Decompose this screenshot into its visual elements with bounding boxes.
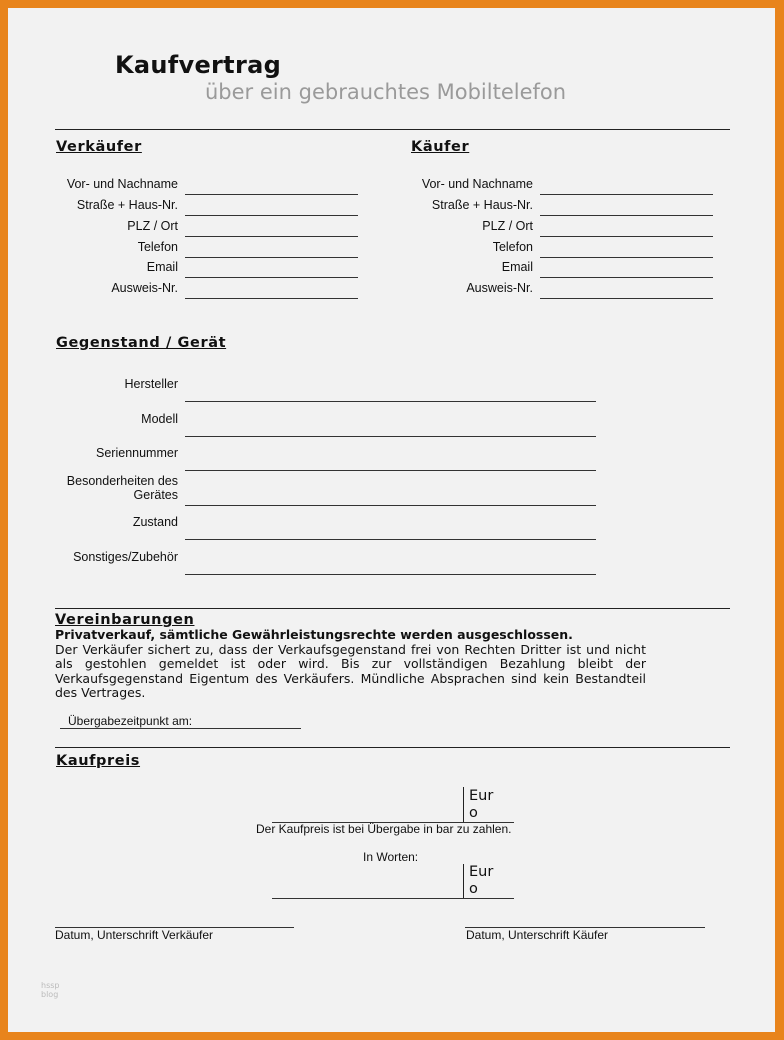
price-separator — [463, 787, 464, 822]
buyer-phone-field[interactable] — [540, 257, 713, 258]
item-label-accessories: Sonstiges/Zubehör — [73, 550, 178, 564]
buyer-label-phone: Telefon — [492, 240, 533, 254]
handover-label: Übergabezeitpunkt am: — [68, 714, 193, 728]
in-words-label: In Worten: — [363, 850, 419, 864]
seller-signature-label: Datum, Unterschrift Verkäufer — [55, 928, 214, 942]
seller-email-field[interactable] — [185, 277, 358, 278]
seller-street-field[interactable] — [185, 215, 358, 216]
buyer-heading: Käufer — [411, 139, 470, 155]
divider-top — [55, 129, 730, 130]
buyer-label-id: Ausweis-Nr. — [466, 281, 533, 295]
buyer-city-field[interactable] — [540, 236, 713, 237]
item-label-serial: Seriennummer — [96, 446, 178, 460]
item-label-model: Modell — [141, 412, 178, 426]
buyer-signature-label: Datum, Unterschrift Käufer — [466, 928, 609, 942]
item-heading: Gegenstand / Gerät — [56, 335, 227, 351]
price-note: Der Kaufpreis ist bei Übergabe in bar zu zahlen. — [256, 822, 512, 836]
agreements-body: Der Verkäufer sichert zu, dass der Verkaufsgegenstand frei von Rechten Dritter ist und nicht als gestohlen gemeldet ist oder wird. Bis zur vollständigen Bezahlung bleibt der Verkaufsgegenstand Eigentum des Verkäufers. Mündliche Absprachen sind kein Bestandteil des Vertrages. — [55, 641, 646, 701]
price-currency: Euro — [469, 788, 494, 821]
seller-label-street: Straße + Haus-Nr. — [76, 198, 178, 212]
seller-label-city: PLZ / Ort — [127, 219, 178, 233]
document-subtitle: über ein gebrauchtes Mobiltelefon — [205, 80, 567, 104]
buyer-id-field[interactable] — [540, 298, 713, 299]
seller-city-field[interactable] — [185, 236, 358, 237]
item-label-manufacturer: Hersteller — [124, 377, 178, 391]
buyer-street-field[interactable] — [540, 215, 713, 216]
buyer-email-field[interactable] — [540, 277, 713, 278]
agreements-heading: Vereinbarungen — [55, 612, 195, 628]
watermark-line-1: hssp — [41, 981, 60, 990]
seller-name-field[interactable] — [185, 194, 358, 195]
watermark-line-2: blog — [41, 990, 59, 999]
buyer-name-field[interactable] — [540, 194, 713, 195]
seller-id-field[interactable] — [185, 298, 358, 299]
price-words-currency: Euro — [469, 864, 494, 897]
divider-price — [55, 747, 730, 748]
agreements-text — [55, 628, 646, 701]
handover-date-field[interactable] — [60, 728, 301, 729]
price-heading: Kaufpreis — [56, 753, 141, 769]
buyer-label-city: PLZ / Ort — [482, 219, 533, 233]
agreements-bold-text: Privatverkauf, sämtliche Gewährleistungsrechte werden ausgeschlossen. — [55, 627, 573, 642]
divider-agreements — [55, 608, 730, 609]
price-words-field[interactable] — [272, 898, 514, 899]
buyer-label-name: Vor- und Nachname — [421, 177, 533, 191]
item-serial-field[interactable] — [185, 470, 596, 471]
watermark — [41, 981, 59, 999]
seller-label-email: Email — [146, 260, 178, 274]
item-model-field[interactable] — [185, 436, 596, 437]
price-words-separator — [463, 864, 464, 898]
seller-label-phone: Telefon — [137, 240, 178, 254]
item-accessories-field[interactable] — [185, 574, 596, 575]
contract-page — [8, 8, 775, 1032]
seller-phone-field[interactable] — [185, 257, 358, 258]
item-condition-field[interactable] — [185, 539, 596, 540]
buyer-label-email: Email — [501, 260, 533, 274]
document-title: Kaufvertrag — [115, 51, 282, 79]
seller-heading: Verkäufer — [56, 139, 142, 155]
item-label-features-2: Gerätes — [133, 488, 178, 502]
buyer-label-street: Straße + Haus-Nr. — [431, 198, 533, 212]
seller-label-id: Ausweis-Nr. — [111, 281, 178, 295]
item-manufacturer-field[interactable] — [185, 401, 596, 402]
seller-label-name: Vor- und Nachname — [66, 177, 178, 191]
item-label-features: Besonderheiten des — [66, 474, 178, 488]
item-features-field[interactable] — [185, 505, 596, 506]
item-label-condition: Zustand — [132, 515, 178, 529]
